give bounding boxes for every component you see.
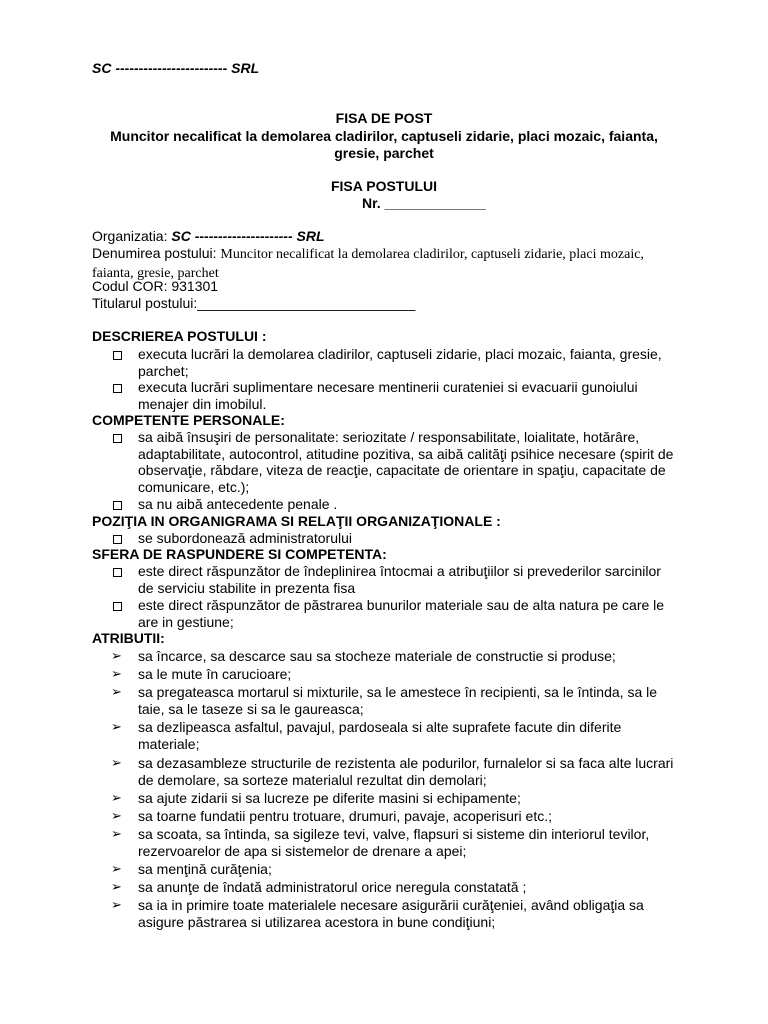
arrow-bullet-icon: ➢ (111, 808, 122, 823)
square-bullet-icon (113, 384, 122, 393)
post-name-label: Denumirea postului: (92, 245, 221, 261)
square-bullet-icon (113, 351, 122, 360)
list-item: este direct răspunzător de păstrarea bunurilor materiale sau de alta natura pe care le are in gestiune; (138, 597, 665, 630)
arrow-bullet-icon: ➢ (111, 861, 122, 876)
list-item: sa dezasambleze structurile de rezistenta ale podurilor, furnalelor si sa faca alte lucrari de demolare, sa sorteze materialul rezultat din demolari; (138, 755, 674, 788)
list-item: sa ia in primire toate materialele necesare asigurării curăţeniei, având obligaţia sa asigure păstrarea si utilizarea acestora in bune condiţiuni; (138, 897, 644, 930)
cor-code: Codul COR: 931301 (92, 278, 219, 294)
arrow-bullet-icon: ➢ (111, 826, 122, 841)
organization-line (92, 228, 325, 245)
organization-value: SC --------------------- SRL (171, 228, 325, 244)
organization-label: Organizatia: (92, 228, 172, 244)
arrow-bullet-icon: ➢ (111, 719, 122, 734)
square-bullet-icon (113, 535, 122, 544)
arrow-bullet-icon: ➢ (111, 684, 122, 699)
list-item: este direct răspunzător de îndeplinirea întocmai a atribuţiilor si prevederilor sarcinilor de serviciu stabilite in prezenta fisa (138, 563, 661, 596)
arrow-bullet-icon: ➢ (111, 897, 122, 912)
square-bullet-icon (113, 602, 122, 611)
titular-line: Titularul postului:____________________________ (92, 295, 416, 311)
list-item: sa toarne fundatii pentru trotuare, drumuri, pavaje, acoperisuri etc.; (138, 808, 552, 824)
document-subtitle: Muncitor necalificat la demolarea cladirilor, captuseli zidarie, placi mozaic, faianta, gresie, parchet (110, 128, 658, 161)
post-name-value: Muncitor necalificat la demolarea cladirilor, captuseli zidarie, placi mozaic, faianta, gresie, parchet (92, 247, 644, 281)
document-number: Nr. _____________ (362, 195, 486, 211)
list-item: sa dezlipeasca asfaltul, pavajul, pardoseala si alte suprafete facute din diferite materiale; (138, 719, 622, 752)
list-item: sa menţină curăţenia; (138, 861, 272, 877)
list-item: sa aibă însuşiri de personalitate: seriozitate / responsabilitate, loialitate, hotărâre, adaptabilitate, autocontrol, atitudine pozitiva, sa aibă calităţi psihice necesare (spirit de observaţie, răbdare, viteza de reacţie, capacitate de orientare in spaţiu, capacitate de comunicare, etc.); (138, 429, 674, 495)
list-item: sa nu aibă antecedente penale . (138, 496, 338, 512)
list-item: executa lucrări suplimentare necesare mentinerii curateniei si evacuarii gunoiului menajer din imobilul. (138, 379, 638, 412)
list-item: se subordonează administratorului (138, 530, 353, 546)
arrow-bullet-icon: ➢ (111, 879, 122, 894)
company-header: SC ------------------------ SRL (92, 60, 260, 76)
section-heading-atributii: ATRIBUTII: (92, 630, 165, 646)
arrow-bullet-icon: ➢ (111, 790, 122, 805)
arrow-bullet-icon: ➢ (111, 666, 122, 681)
second-title: FISA POSTULUI (330, 178, 438, 194)
list-item: sa încarce, sa descarce sau sa stocheze materiale de constructie si produse; (138, 648, 616, 664)
list-item: sa anunţe de îndată administratorul orice neregula constatată ; (138, 879, 527, 895)
list-item: sa ajute zidarii si sa lucreze pe diferite masini si echipamente; (138, 790, 521, 806)
section-heading-sfera: SFERA DE RASPUNDERE SI COMPETENTA: (92, 546, 387, 562)
section-heading-descriere: DESCRIEREA POSTULUI : (92, 328, 267, 344)
square-bullet-icon (113, 568, 122, 577)
list-item: sa pregateasca mortarul si mixturile, sa le amestece în recipienti, sa le întinda, sa le taie, sa le taseze si sa le gaureasca; (138, 684, 658, 717)
list-item: sa scoata, sa întinda, sa sigileze tevi, valve, flapsuri si sisteme din interiorul tevilor, rezervoarelor de apa si sistemelor de drenare a apei; (138, 826, 650, 859)
document-title: FISA DE POST (335, 110, 433, 126)
section-heading-competente: COMPETENTE PERSONALE: (92, 412, 285, 428)
list-item: sa le mute în carucioare; (138, 666, 292, 682)
arrow-bullet-icon: ➢ (111, 648, 122, 663)
post-name-line (92, 245, 672, 282)
section-heading-pozitia: POZIŢIA IN ORGANIGRAMA SI RELAŢII ORGANIZAŢIONALE : (92, 513, 501, 529)
square-bullet-icon (113, 501, 122, 510)
square-bullet-icon (113, 434, 122, 443)
list-item: executa lucrări la demolarea cladirilor, captuseli zidarie, placi mozaic, faianta, gresie, parchet; (138, 346, 662, 379)
arrow-bullet-icon: ➢ (111, 755, 122, 770)
